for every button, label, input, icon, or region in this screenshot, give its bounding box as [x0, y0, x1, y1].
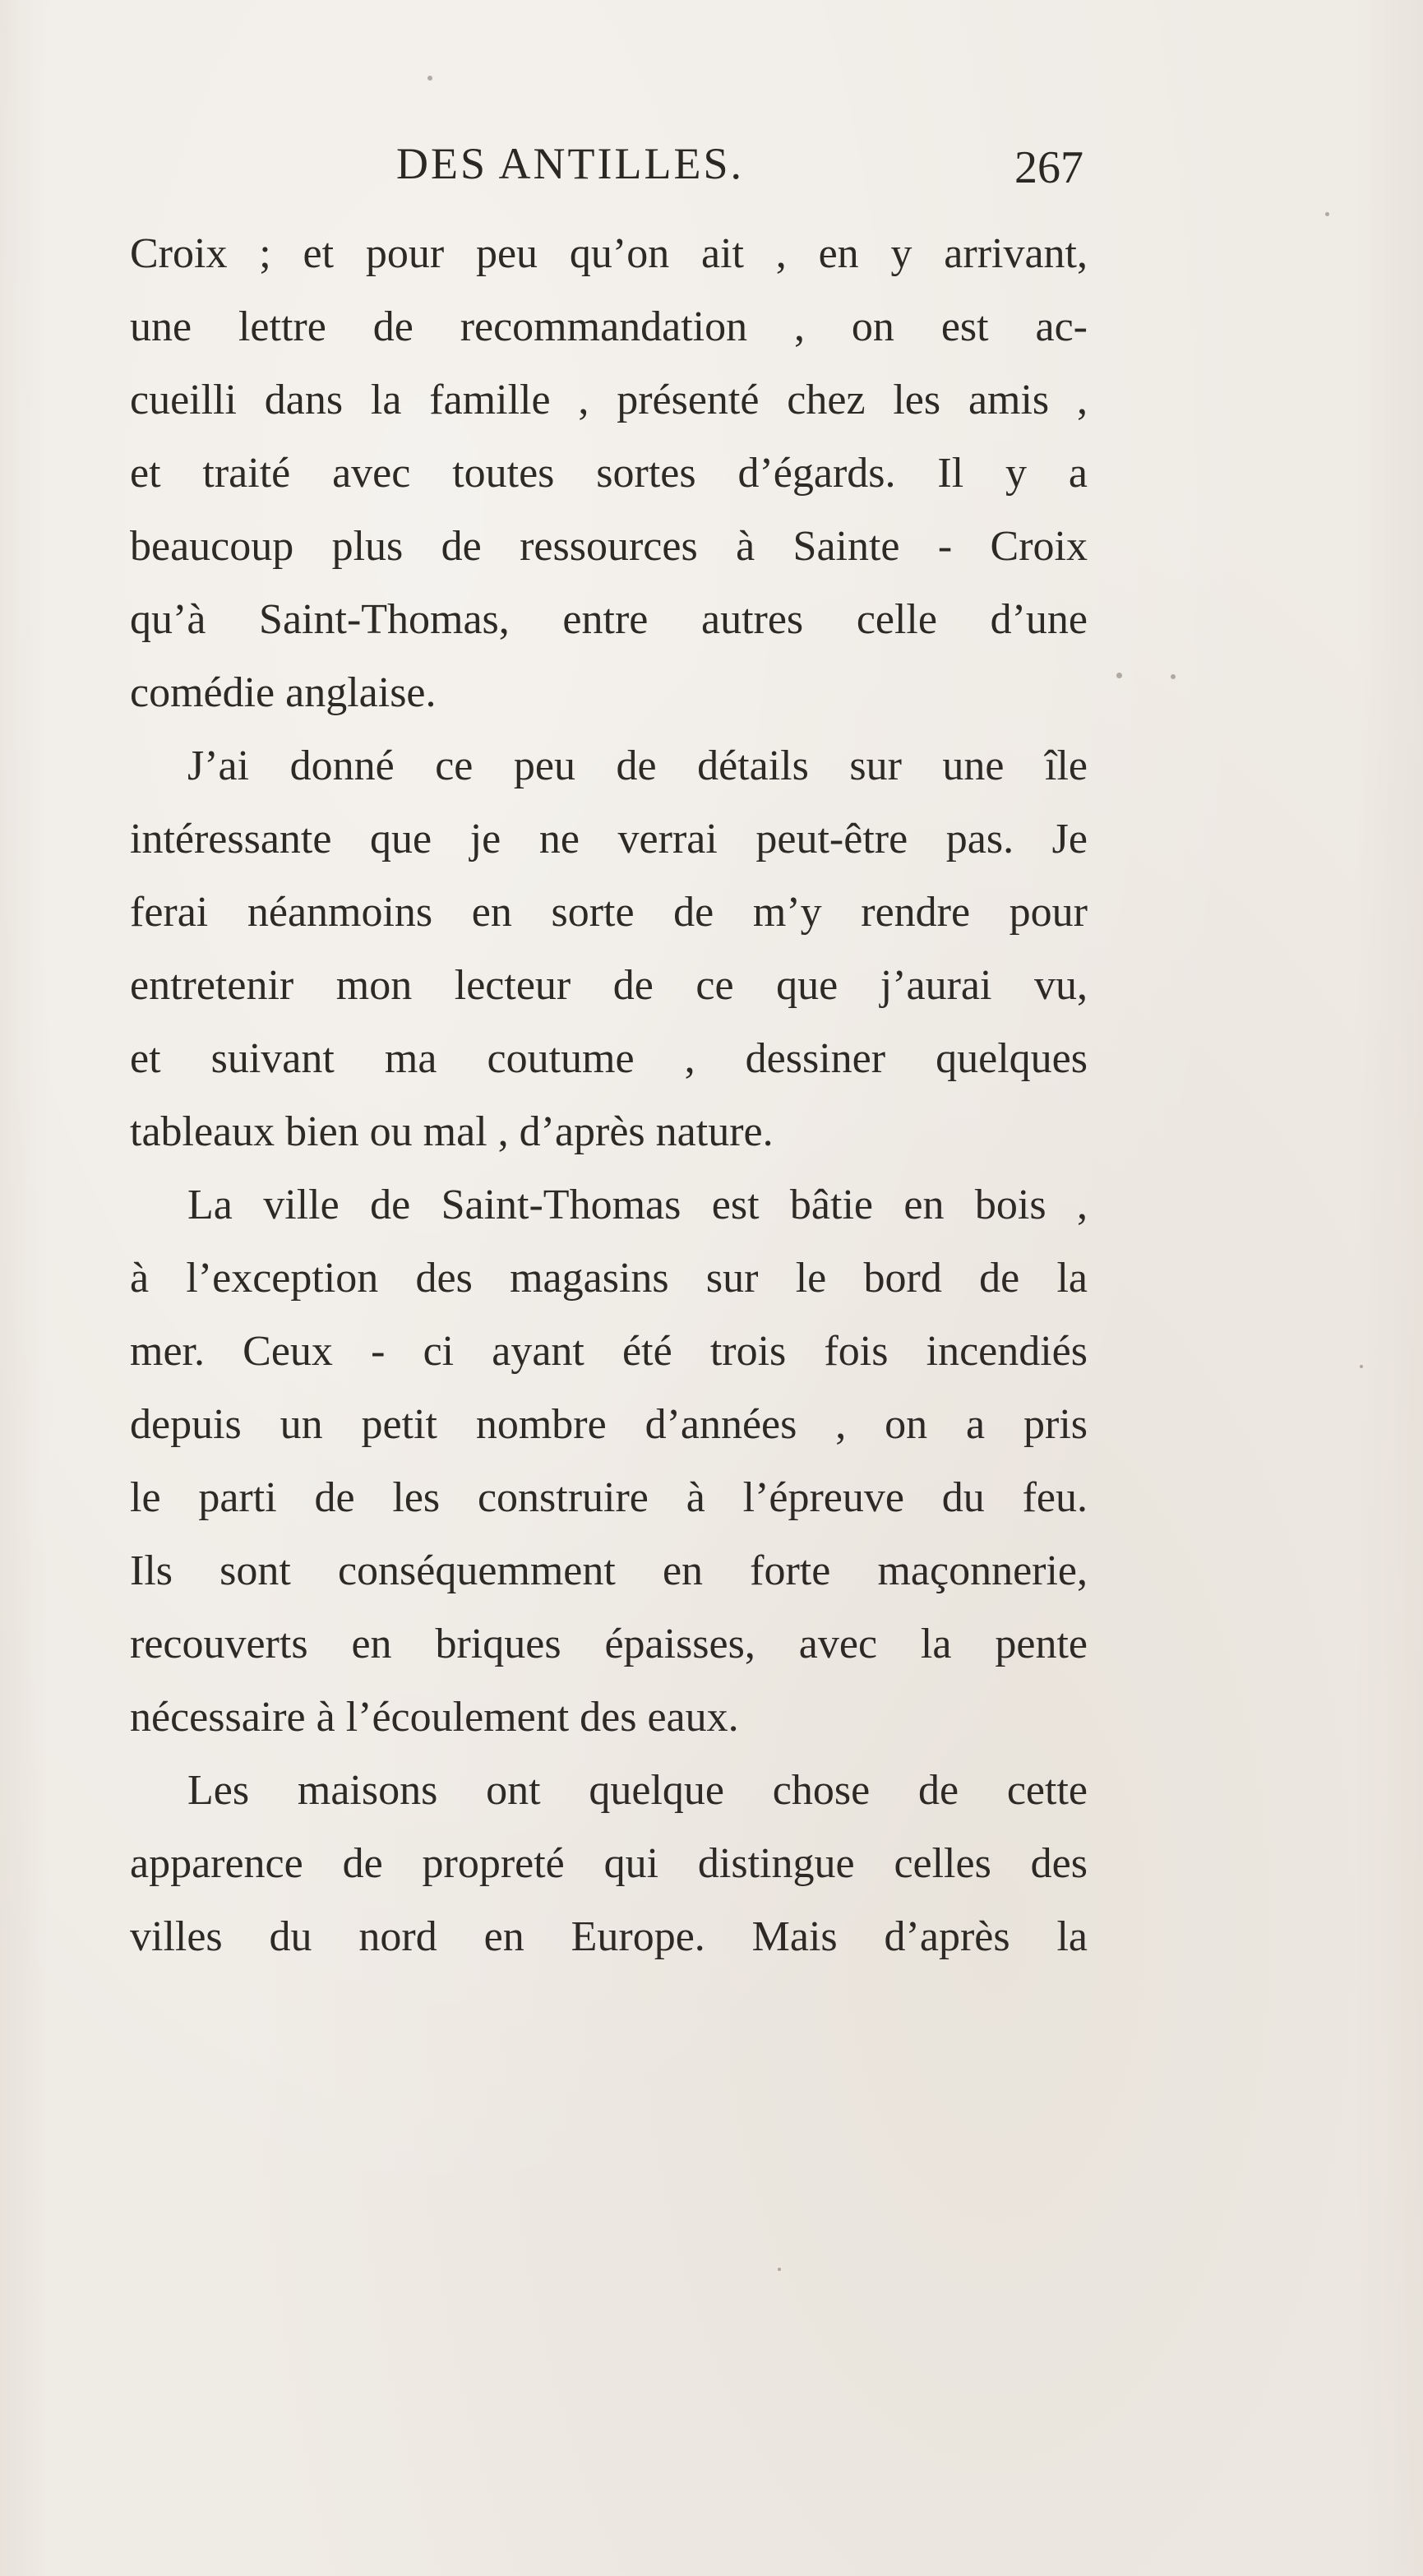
- text-line: à l’exception des magasins sur le bord de la: [130, 1255, 1088, 1302]
- page-header: [130, 138, 1083, 204]
- text-line: Croix ; et pour peu qu’on ait , en y arrivant,: [130, 230, 1088, 277]
- running-head: DES ANTILLES.: [396, 139, 744, 188]
- text-line: apparence de propreté qui distingue celles des: [130, 1840, 1088, 1887]
- paper-speck: [1116, 673, 1122, 678]
- text-line: intéressante que je ne verrai peut-être pas. Je: [130, 816, 1088, 863]
- paper-speck: [1171, 674, 1176, 679]
- paper-speck: [1360, 1365, 1363, 1368]
- text-line: recouverts en briques épaisses, avec la pente: [130, 1621, 1088, 1667]
- paper-speck: [778, 2268, 781, 2271]
- paragraph-start-line: Les maisons ont quelque chose de cette: [187, 1767, 1088, 1814]
- paragraph-start-line: La ville de Saint-Thomas est bâtie en bois ,: [187, 1182, 1088, 1228]
- text-line: une lettre de recommandation , on est ac-: [130, 303, 1088, 350]
- paper-speck: [1325, 212, 1329, 216]
- paragraph-end-line: comédie anglaise.: [130, 669, 437, 716]
- body-text: [130, 217, 1088, 1973]
- text-line: et suivant ma coutume , dessiner quelques: [130, 1035, 1088, 1082]
- text-line: villes du nord en Europe. Mais d’après la: [130, 1913, 1088, 1960]
- paragraph-end-line: tableaux bien ou mal , d’après nature.: [130, 1108, 774, 1155]
- text-line: mer. Ceux - ci ayant été trois fois incendiés: [130, 1328, 1088, 1375]
- text-line: depuis un petit nombre d’années , on a pris: [130, 1401, 1088, 1448]
- text-line: cueilli dans la famille , présenté chez les amis ,: [130, 377, 1088, 423]
- text-line: qu’à Saint-Thomas, entre autres celle d’une: [130, 596, 1088, 643]
- text-line: beaucoup plus de ressources à Sainte - Croix: [130, 523, 1088, 570]
- text-line: entretenir mon lecteur de ce que j’aurai vu,: [130, 962, 1088, 1009]
- paragraph-end-line: nécessaire à l’écoulement des eaux.: [130, 1694, 739, 1741]
- paper-speck: [427, 76, 432, 81]
- text-line: et traité avec toutes sortes d’égards. Il y a: [130, 450, 1088, 497]
- paragraph-start-line: J’ai donné ce peu de détails sur une île: [187, 742, 1088, 789]
- text-line: ferai néanmoins en sorte de m’y rendre pour: [130, 889, 1088, 936]
- text-line: le parti de les construire à l’épreuve du feu.: [130, 1474, 1088, 1521]
- page-number: 267: [1014, 142, 1083, 193]
- text-line: Ils sont conséquemment en forte maçonnerie,: [130, 1547, 1088, 1594]
